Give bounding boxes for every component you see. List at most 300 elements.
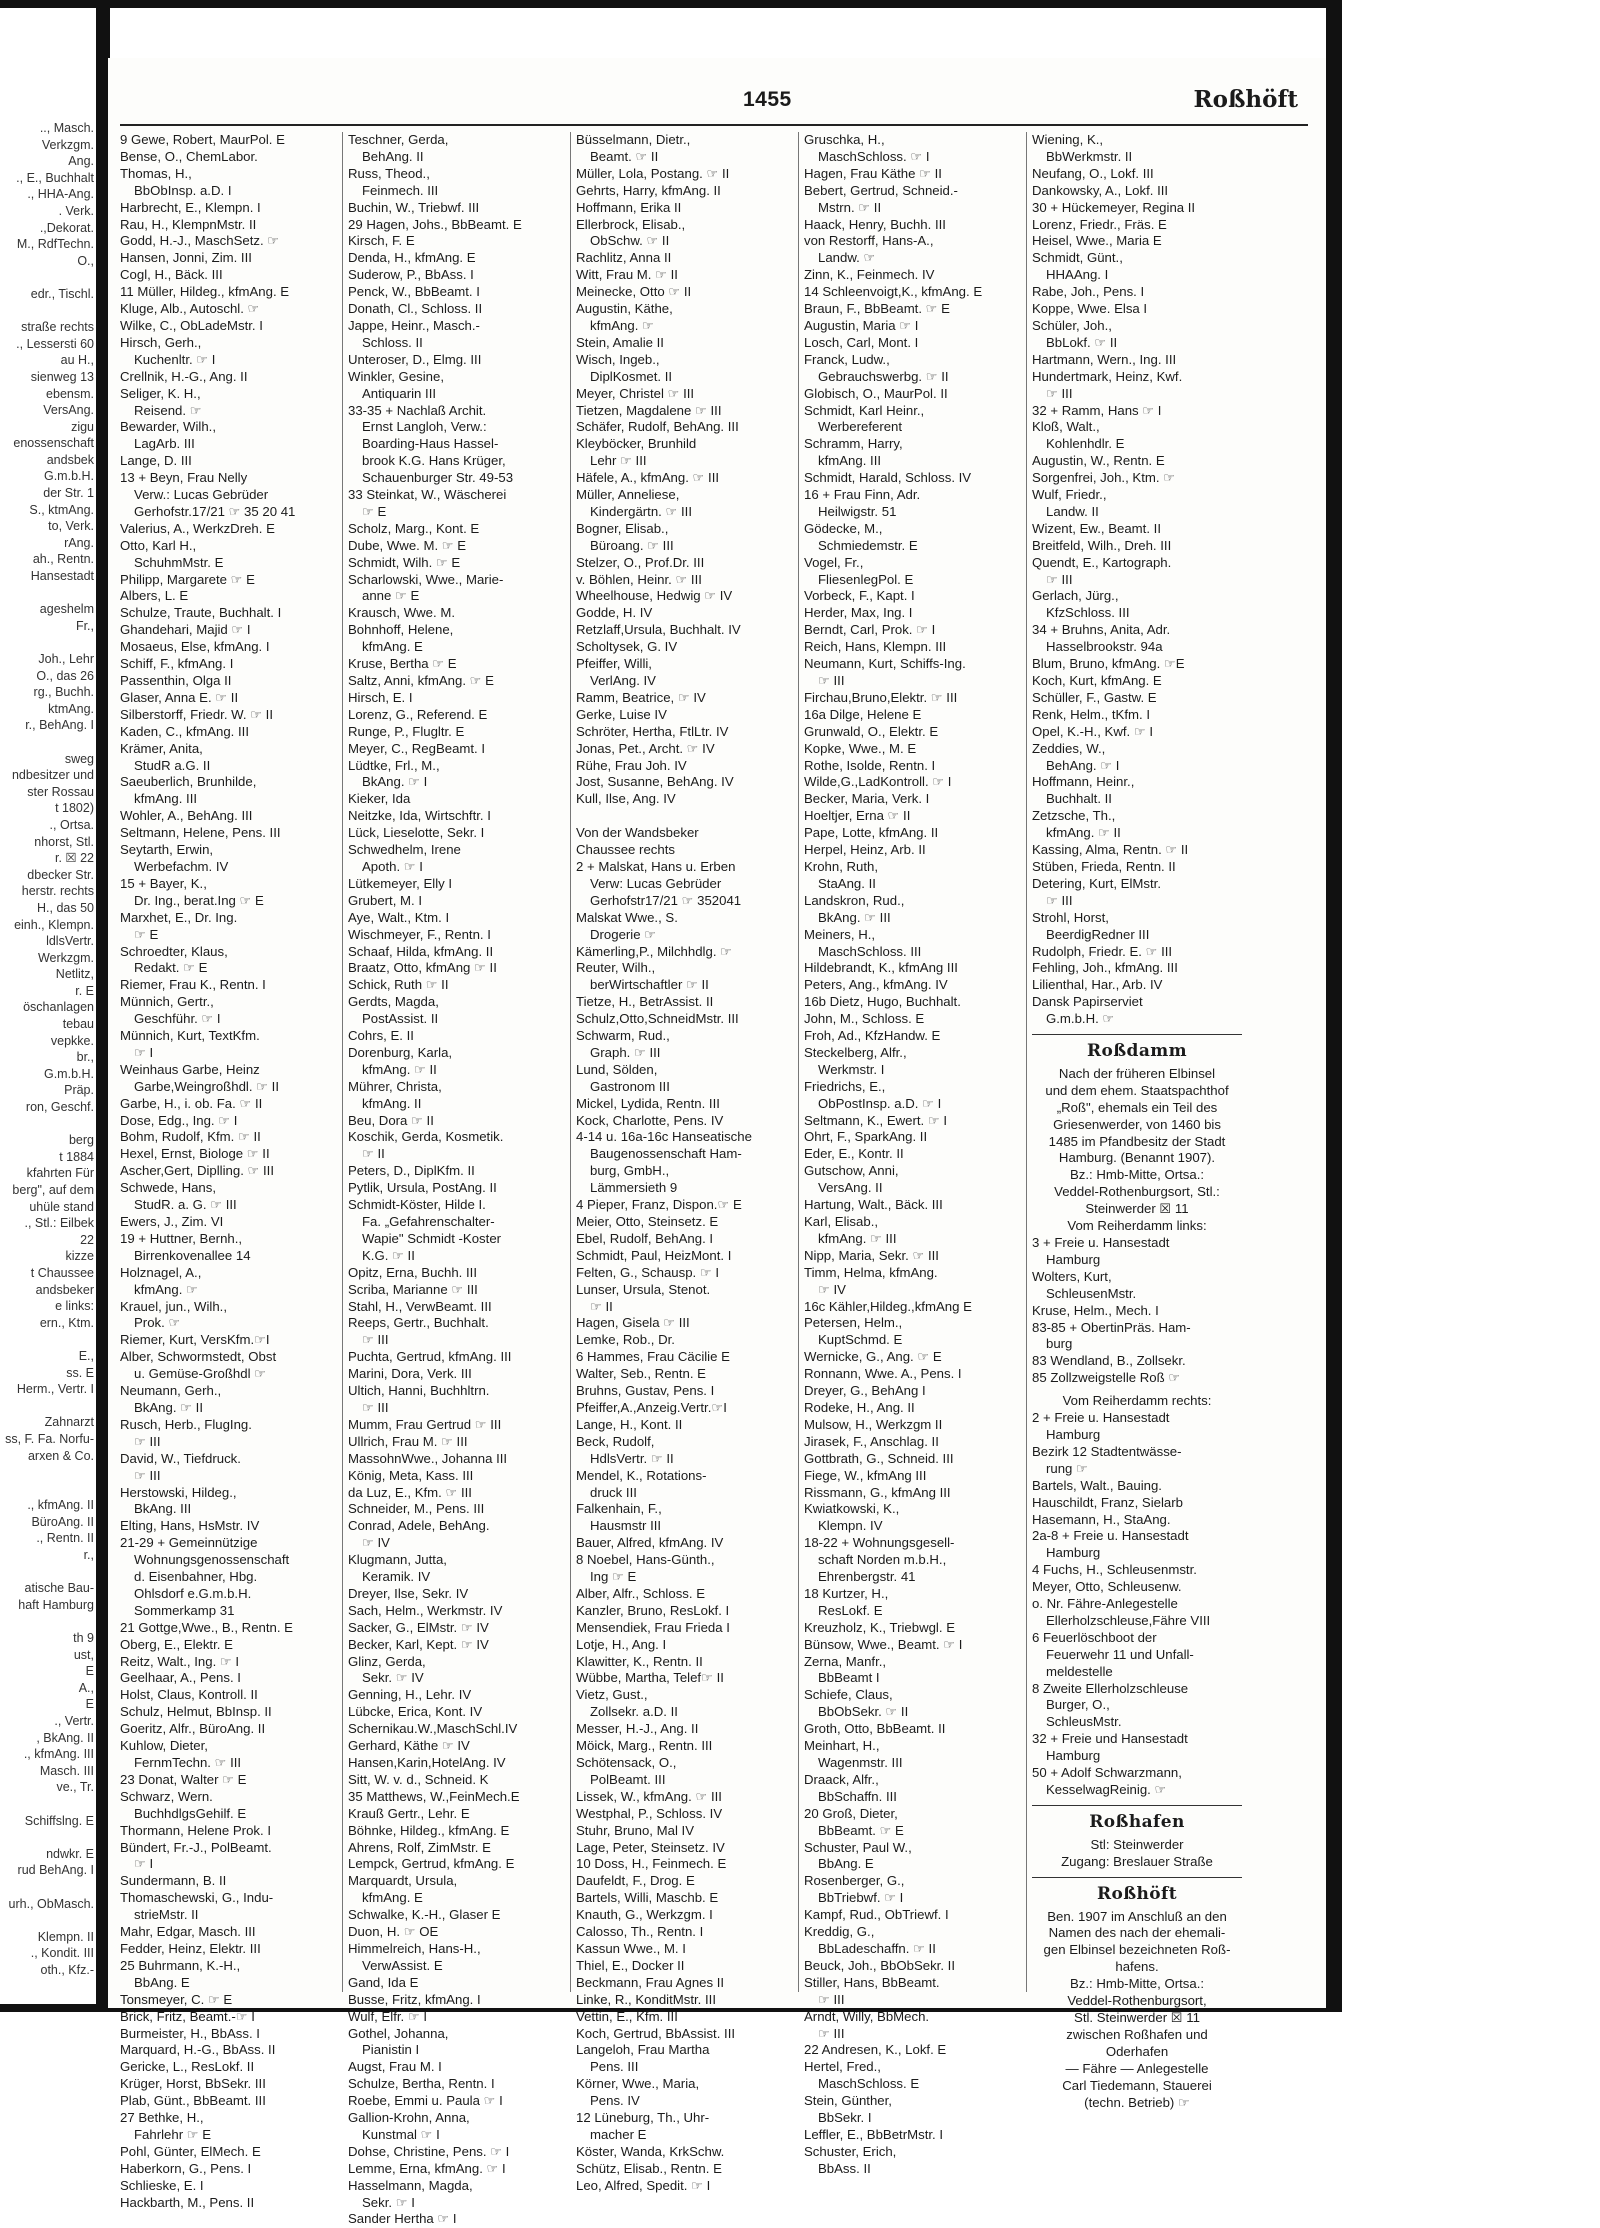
previous-page-line: urh., ObMasch. [8, 1896, 94, 1911]
directory-entry: 83 Wendland, B., Zollsekr. [1032, 1353, 1186, 1369]
directory-entry: Zollsekr. a.D. II [590, 1704, 678, 1720]
page-number: 1455 [743, 88, 792, 111]
directory-entry: Daufeldt, F., Drog. E [576, 1873, 695, 1889]
directory-entry: BbSekr. I [818, 2110, 872, 2126]
previous-page-line: ndwkr. E [46, 1846, 94, 1861]
directory-entry: Krämer, Anita, [120, 740, 203, 756]
directory-entry: BkAng. ☞ I [362, 774, 428, 790]
directory-entry: Schwalke, K.-H., Glaser E [348, 1907, 501, 1923]
directory-entry: Rissmann, G., kfmAng III [804, 1484, 951, 1500]
directory-entry: Suderow, P., BbAss. I [348, 267, 474, 283]
previous-page-line: ., Lessersti 60 [16, 336, 94, 351]
directory-entry: Mahr, Edgar, Masch. III [120, 1924, 256, 1940]
previous-page-line: VersAng. [43, 403, 94, 418]
directory-entry: Crellnik, H.-G., Ang. II [120, 368, 248, 384]
previous-page-line: sweg [64, 751, 94, 766]
directory-entry: Westphal, P., Schloss. IV [576, 1805, 723, 1821]
directory-entry [576, 808, 794, 825]
previous-page-line: rg., Buchh. [33, 685, 94, 700]
directory-entry: Tonsmeyer, C. ☞ E [120, 1991, 233, 2007]
street-description-line: und dem ehem. Staatspachthof [1045, 1082, 1229, 1098]
directory-entry: Lütkemeyer, Elly I [348, 875, 453, 891]
directory-entry: Wohler, A., BehAng. III [120, 808, 253, 824]
directory-entry: Wulf, Elfr. ☞ I [348, 2008, 427, 2024]
directory-entry: Ohrt, F., SparkAng. II [804, 1129, 928, 1145]
directory-entry: Feinmech. III [362, 182, 439, 198]
directory-entry: Goeritz, Alfr., BüroAng. II [120, 1721, 266, 1737]
previous-page-line: Hansestadt [30, 569, 94, 584]
directory-entry: Retzlaff,Ursula, Buchhalt. IV [576, 622, 741, 638]
directory-entry: Sacker, G., ElMstr. ☞ IV [348, 1619, 489, 1635]
directory-entry: Bartels, Willi, Maschb. E [576, 1890, 719, 1906]
previous-page-line: Präp. [64, 1083, 94, 1098]
directory-entry: 2 + Freie u. Hansestadt [1032, 1410, 1170, 1426]
previous-page-line: BüroAng. II [31, 1514, 94, 1529]
directory-entry: Alber, Schwormstedt, Obst [120, 1349, 277, 1365]
directory-entry: Rau, H., KlempnMstr. II [120, 216, 257, 232]
directory-entry: Kirsch, F. E [348, 233, 415, 249]
previous-page-line: G.m.b.H. [43, 1066, 94, 1081]
previous-page-line: ., Ortsa. [49, 817, 94, 832]
directory-entry: ☞ IV [818, 1281, 846, 1297]
previous-page-line: ebensm. [46, 386, 94, 401]
directory-entry: Ernst Langloh, Verw.: [362, 419, 487, 435]
running-head: Roßhöft [1193, 86, 1298, 113]
directory-entry: Reitz, Walt., Ing. ☞ I [120, 1653, 240, 1669]
directory-entry: Dreyer, G., BehAng I [804, 1383, 926, 1399]
previous-page-line [0, 1912, 96, 1929]
directory-entry: Schmidt, Wilh. ☞ E [348, 554, 461, 570]
directory-entry: Tietze, H., BetrAssist. II [576, 994, 714, 1010]
directory-entry: strieMstr. II [134, 1907, 199, 1923]
directory-entry: Dube, Wwe. M. ☞ E [348, 537, 467, 553]
previous-page-line: ah., Rentn. [32, 552, 94, 567]
street-description-line: Nach der früheren Elbinsel [1058, 1065, 1216, 1081]
directory-entry: Winkler, Gesine, [348, 368, 445, 384]
directory-entry: 50 + Adolf Schwarzmann, [1032, 1765, 1182, 1781]
directory-entry: Leo, Alfred, Spedit. ☞ I [576, 2177, 711, 2193]
rosshoeft-info [1032, 1909, 1242, 2112]
directory-entry: Wübbe, Martha, Telef☞ II [576, 1670, 724, 1686]
directory-entry: VerwAssist. E [362, 1957, 443, 1973]
directory-entry: kfmAng. II [362, 1095, 422, 1111]
directory-entry: Kock, Charlotte, Pens. IV [576, 1112, 724, 1128]
directory-entry: Losch, Carl, Mont. I [804, 334, 919, 350]
directory-entry: Bauer, Alfred, kfmAng. IV [576, 1535, 724, 1551]
directory-entry: Gehrts, Harry, kfmAng. II [576, 182, 721, 198]
directory-entry: Keramik. IV [362, 1569, 431, 1585]
directory-entry: Gallion-Krohn, Anna, [348, 2110, 470, 2126]
previous-page-line [0, 1796, 96, 1813]
directory-entry: Beckmann, Frau Agnes II [576, 1974, 725, 1990]
directory-entry: Hansen,Karin,HotelAng. IV [348, 1755, 506, 1770]
directory-entry: Kassun Wwe., M. I [576, 1940, 686, 1956]
directory-entry: Schröter, Hertha, FtlLtr. IV [576, 723, 729, 739]
directory-entry: Sundermann, B. II [120, 1873, 227, 1889]
directory-entry: 33 Steinkat, W., Wäscherei [348, 487, 507, 503]
directory-entry: Scharlowski, Wwe., Marie- [348, 571, 504, 587]
street-description-line: Griesenwerder, von 1460 bis [1053, 1116, 1221, 1132]
previous-page-line: andsbek [46, 452, 94, 467]
previous-page-line [0, 303, 96, 320]
directory-entry: Godd, H.-J., MaschSetz. ☞ [120, 233, 280, 249]
directory-entry: KuptSchmd. E [818, 1332, 903, 1348]
directory-entry: Heisel, Wwe., Maria E [1032, 233, 1162, 249]
directory-entry: SchuhmMstr. E [134, 554, 224, 570]
directory-entry: ☞ I [134, 1856, 154, 1872]
directory-entry: Schulze, Traute, Buchhalt. I [120, 605, 282, 621]
directory-entry: Lorenz, Friedr., Fräs. E [1032, 216, 1167, 232]
directory-entry: Schernikau.W.,MaschSchl.IV [348, 1721, 518, 1737]
directory-entry: Pfeiffer, Willi, [576, 656, 652, 672]
street-description-line: 1485 im Pfandbesitz der Stadt [1048, 1133, 1226, 1149]
directory-entry: Bebert, Gertrud, Schneid.- [804, 182, 958, 198]
previous-page-line: uhüle stand [29, 1199, 94, 1214]
directory-entry: Lämmersieth 9 [590, 1180, 678, 1196]
directory-entry: Braatz, Otto, kfmAng ☞ II [348, 960, 497, 976]
directory-entry: Von der Wandsbeker [576, 825, 699, 841]
directory-entry: Petersen, Helm., [804, 1315, 903, 1331]
directory-entry: BbObInsp. a.D. I [134, 182, 232, 198]
previous-page-line: O., [77, 253, 94, 268]
directory-entry: 21 Gottge,Wwe., B., Rentn. E [120, 1619, 293, 1635]
directory-entry: 13 + Beyn, Frau Nelly [120, 470, 248, 486]
directory-entry: Fedder, Heinz, Elektr. III [120, 1940, 261, 1956]
previous-page-line: ., Stl.: Eilbek [24, 1216, 94, 1231]
directory-entry: Scriba, Marianne ☞ III [348, 1281, 478, 1297]
directory-entry: Elting, Hans, HsMstr. IV [120, 1518, 260, 1534]
directory-entry: Wheelhouse, Hedwig ☞ IV [576, 588, 733, 604]
directory-entry: Schuster, Paul W., [804, 1839, 912, 1855]
directory-entry: Ing ☞ E [590, 1569, 637, 1585]
directory-entry: ObPostInsp. a.D. ☞ I [818, 1095, 942, 1111]
directory-entry: Augustin, Maria ☞ I [804, 317, 919, 333]
directory-entry: Wilke, C., ObLadeMstr. I [120, 317, 263, 333]
directory-entry: Hoffmann, Heinr., [1032, 774, 1135, 790]
directory-entry: Ahrens, Rolf, ZimMstr. E [348, 1839, 491, 1855]
directory-entry: Geelhaar, A., Pens. I [120, 1670, 241, 1686]
directory-entry: Wapie" Schmidt -Koster [362, 1230, 502, 1246]
previous-page-line [0, 1481, 96, 1498]
directory-entry: Landw. II [1046, 503, 1099, 519]
directory-entry: Kanzler, Bruno, ResLokf. I [576, 1602, 730, 1618]
directory-entry: Unteroser, D., Elmg. III [348, 351, 482, 367]
directory-entry: ☞ II [590, 1298, 613, 1314]
previous-page-line: ve., Tr. [56, 1780, 94, 1795]
street-description-line: gen Elbinsel bezeichneten Roß- [1043, 1942, 1231, 1958]
directory-entry: ☞ III [134, 1467, 161, 1483]
directory-entry: Landw. ☞ [818, 250, 876, 266]
directory-entry: kfmAng. III [818, 453, 882, 469]
directory-entry: Falkenhain, F., [576, 1501, 662, 1517]
previous-page-line: vepkke. [50, 1033, 94, 1048]
directory-entry: Harbrecht, E., Klempn. I [120, 199, 261, 215]
directory-entry: Berndt, Carl, Prok. ☞ I [804, 622, 936, 638]
previous-page-line [0, 1613, 96, 1630]
rossdamm-links-heading: Vom Reiherdamm links: [1067, 1218, 1207, 1234]
directory-entry: BbLokf. ☞ II [1046, 334, 1118, 350]
previous-page-line: ust, [73, 1647, 94, 1662]
street-heading-rossdamm: Roßdamm [1086, 1041, 1188, 1062]
previous-page-line: br., [76, 1050, 94, 1065]
directory-entry: Buchhalt. II [1046, 791, 1112, 807]
directory-entry: Draack, Alfr., [804, 1771, 879, 1787]
directory-entry: Münnich, Kurt, TextKfm. [120, 1028, 260, 1044]
street-heading-rosshoeft: Roßhöft [1096, 1883, 1178, 1904]
directory-entry: Haack, Henry, Buchh. III [804, 216, 946, 232]
directory-entry: Schiff, F., kfmAng. I [120, 656, 234, 672]
rossdamm-rechts-heading: Vom Reiherdamm rechts: [1062, 1393, 1212, 1409]
directory-entry: Hauschildt, Franz, Sielarb [1032, 1494, 1183, 1510]
directory-entry: anne ☞ E [362, 588, 420, 604]
directory-entry: 34 + Bruhns, Anita, Adr. [1032, 622, 1171, 638]
previous-page-line: ster Rossau [27, 784, 94, 799]
directory-entry: Gastronom III [590, 1078, 670, 1094]
directory-entry: Jirasek, F., Anschlag. II [804, 1433, 939, 1449]
directory-entry: Burger, O., [1046, 1697, 1110, 1713]
directory-entry: 85 Zollzweigstelle Roß ☞ [1032, 1370, 1181, 1386]
directory-entry: Braun, F., BbBeamt. ☞ E [804, 301, 950, 317]
directory-entry: PostAssist. II [362, 1011, 439, 1027]
previous-page-line: atische Bau- [24, 1581, 94, 1596]
directory-entry: Hasemann, H., StaAng. [1032, 1511, 1171, 1527]
directory-entry: BbAng. E [134, 1974, 190, 1990]
previous-page-line: r., [83, 1548, 94, 1563]
directory-entry: Donath, Cl., Schloss. II [348, 301, 483, 317]
directory-entry: BeerdigRedner III [1046, 926, 1150, 942]
directory-entry: Werbereferent [818, 419, 903, 435]
directory-entry: Timm, Helma, kfmAng. [804, 1264, 938, 1280]
directory-entry: Rodeke, H., Ang. II [804, 1399, 915, 1415]
directory-entry: Graph. ☞ III [590, 1044, 661, 1060]
directory-entry: StaAng. II [818, 875, 876, 891]
directory-entry: 2 + Malskat, Hans u. Erben [576, 858, 736, 874]
directory-entry: Meyer, Christel ☞ III [576, 385, 695, 401]
directory-entry: Stelzer, O., Prof.Dr. III [576, 554, 705, 570]
directory-entry: Lund, Sölden, [576, 1061, 658, 1077]
directory-entry: Zinn, K., Feinmech. IV [804, 267, 935, 283]
directory-entry: rung ☞ [1046, 1460, 1088, 1476]
directory-entry: Kull, Ilse, Ang. IV [576, 791, 676, 807]
directory-entry: Opitz, Erna, Buchh. III [348, 1264, 478, 1280]
directory-entry: Klawitter, K., Rentn. II [576, 1653, 703, 1669]
directory-entry: ☞ III [1046, 892, 1073, 908]
directory-entry: Feuerwehr 11 und Unfall- [1046, 1646, 1194, 1662]
previous-page-line: E [85, 1664, 94, 1679]
directory-entry: Stuhr, Bruno, Mal IV [576, 1822, 695, 1838]
directory-entry: Quendt, E., Kartograph. [1032, 554, 1172, 570]
directory-entry: Lorenz, G., Referend. E [348, 706, 488, 722]
directory-entry: Otto, Karl H., [120, 537, 197, 553]
directory-entry: Saltz, Anni, kfmAng. ☞ E [348, 673, 494, 688]
directory-entry: Schlieske, E. I [120, 2177, 204, 2193]
directory-entry: Mumm, Frau Gertrud ☞ III [348, 1416, 502, 1432]
directory-entry: 6 Hammes, Frau Cäcilie E [576, 1349, 730, 1365]
previous-page-line: sienweg 13 [30, 369, 94, 384]
previous-page-line: enossenschaft [13, 436, 94, 451]
directory-entry: Scholtysek, G. IV [576, 639, 678, 655]
directory-entry: Roebe, Emmi u. Paula ☞ I [348, 2093, 503, 2109]
directory-entry: Bünsow, Wwe., Beamt. ☞ I [804, 1636, 963, 1652]
directory-entry: Cohrs, E. II [348, 1028, 414, 1044]
previous-page-line: berg", auf dem [12, 1183, 94, 1197]
directory-entry: Schaaf, Hilda, kfmAng. II [348, 943, 494, 959]
column-divider [1026, 132, 1027, 1992]
directory-entry: Neitzke, Ida, Wirtschftr. I [348, 808, 491, 824]
directory-entry: ☞ III [818, 2025, 845, 2041]
previous-page-line: Zahnarzt [44, 1415, 94, 1430]
previous-page-line: tebau [62, 1017, 94, 1032]
previous-page-line: O., das 26 [36, 668, 94, 683]
directory-entry: Nipp, Maria, Sekr. ☞ III [804, 1247, 939, 1263]
directory-entry: Schäfer, Rudolf, BehAng. III [576, 419, 739, 435]
directory-entry: BuchhdlgsGehilf. E [134, 1805, 247, 1821]
previous-page-line [0, 1564, 96, 1581]
street-description-line: zwischen Roßhafen und [1066, 2026, 1208, 2042]
directory-entry: Glaser, Anna E. ☞ II [120, 689, 239, 705]
directory-entry: schaft Norden m.b.H., [818, 1552, 947, 1568]
directory-entry: Walter, Seb., Rentn. E [576, 1366, 706, 1382]
street-description-line: — Fähre — Anlegestelle [1065, 2060, 1209, 2076]
directory-entry: Schmidt, Günt., [1032, 250, 1123, 266]
directory-entry: Klugmann, Jutta, [348, 1552, 447, 1568]
previous-page-line: th 9 [73, 1631, 94, 1646]
directory-entry: Schötensack, O., [576, 1755, 677, 1770]
directory-entry: Neumann, Kurt, Schiffs-Ing. [804, 656, 966, 672]
directory-entry: König, Meta, Kass. III [348, 1467, 474, 1483]
directory-entry: Bezirk 12 Stadtentwässe- [1032, 1443, 1182, 1459]
previous-page-line: berg [68, 1133, 94, 1148]
scan-border-top [0, 0, 1330, 8]
directory-entry: Kleyböcker, Brunhild [576, 436, 697, 452]
directory-entry: Böhnke, Hildeg., kfmAng. E [348, 1822, 510, 1838]
directory-entry: Calosso, Th., Rentn. I [576, 1924, 704, 1940]
directory-entry: Scholz, Marg., Kont. E [348, 520, 480, 536]
directory-entry: Ramm, Beatrice, ☞ IV [576, 689, 706, 705]
directory-entry: 33-35 + Nachlaß Archit. [348, 402, 487, 418]
directory-entry: ☞ III [134, 1433, 161, 1449]
previous-page-line: andsbeker [35, 1282, 94, 1297]
previous-page-line [0, 1464, 96, 1481]
directory-entry: Verw: Lucas Gebrüder [590, 875, 722, 891]
previous-page-line: ron, Geschf. [25, 1100, 94, 1115]
section-rule [1032, 1877, 1242, 1878]
directory-entry: Oberg, E., Elektr. E [120, 1636, 233, 1652]
directory-entry: Lübcke, Erica, Kont. IV [348, 1704, 483, 1720]
directory-entry: Puchta, Gertrud, kfmAng. III [348, 1349, 512, 1365]
directory-entry: BbBeamt I [818, 1670, 880, 1686]
directory-entry: Meinhart, H., [804, 1738, 880, 1754]
directory-entry: Sitt, W. v. d., Schneid. K [348, 1771, 489, 1787]
directory-entry: Lotje, H., Ang. I [576, 1636, 667, 1652]
directory-entry: Buchin, W., Triebwf. III [348, 199, 480, 215]
directory-entry: Grubert, M. I [348, 892, 423, 908]
directory-entry: Koch, Gertrud, BbAssist. III [576, 2025, 736, 2041]
directory-entry: Grunwald, O., Elektr. E [804, 723, 939, 739]
directory-entry: Sorgenfrei, Joh., Ktm. ☞ [1032, 470, 1176, 486]
directory-entry: Globisch, O., MaurPol. II [804, 385, 948, 401]
directory-entry: Wohnungsgenossenschaft [134, 1552, 290, 1568]
directory-entry: Bewarder, Wilh., [120, 419, 217, 435]
directory-entry: Koschik, Gerda, Kosmetik. [348, 1129, 504, 1145]
directory-entry: Kluge, Alb., Autoschl. ☞ [120, 301, 260, 317]
directory-entry: Riemer, Frau K., Rentn. I [120, 977, 266, 993]
directory-entry: Hoffmann, Erika II [576, 199, 682, 215]
directory-entry: Eder, E., Kontr. II [804, 1146, 904, 1162]
previous-page-line: Ang. [68, 154, 94, 169]
directory-entry: 8 Noebel, Hans-Günth., [576, 1552, 715, 1568]
directory-entry: Runge, P., Flugltr. E [348, 723, 465, 739]
directory-entry: Godde, H. IV [576, 605, 653, 621]
directory-entry: Dorenburg, Karla, [348, 1044, 453, 1060]
directory-entry: Drogerie ☞ [590, 926, 657, 942]
directory-entry: Vorbeck, F., Kapt. I [804, 588, 915, 604]
directory-entry: Dankowsky, A., Lokf. III [1032, 182, 1169, 198]
directory-entry: Thiel, E., Docker II [576, 1957, 685, 1973]
directory-entry: Krohn, Ruth, [804, 858, 879, 874]
directory-entry: Dansk Papirserviet [1032, 994, 1143, 1010]
directory-entry: Reeps, Gertr., Buchhalt. [348, 1315, 489, 1331]
directory-entry: Büroang. ☞ III [590, 537, 674, 553]
directory-entry: kfmAng. E [362, 1890, 423, 1906]
directory-entry: 16b Dietz, Hugo, Buchhalt. [804, 994, 961, 1010]
directory-entry: Koch, Kurt, kfmAng. E [1032, 673, 1162, 688]
directory-entry: Hamburg [1046, 1426, 1101, 1442]
directory-entry: ☞ III [1046, 571, 1073, 587]
previous-page-line [0, 734, 96, 751]
directory-entry: Geschführ. ☞ I [134, 1011, 221, 1027]
directory-entry: Schwarz, Wern. [120, 1788, 213, 1804]
directory-entry: Franck, Ludw., [804, 351, 890, 367]
directory-entry: Hausmstr III [590, 1518, 662, 1534]
directory-entry: Werkmstr. I [818, 1061, 885, 1077]
directory-entry: Marini, Dora, Verk. III [348, 1366, 472, 1382]
directory-entry: 22 Andresen, K., Lokf. E [804, 2042, 947, 2058]
directory-entry: Garbe,Weingroßhdl. ☞ II [134, 1078, 279, 1094]
directory-entry: VersAng. II [818, 1180, 883, 1196]
directory-entry: Breitfeld, Wilh., Dreh. III [1032, 537, 1172, 553]
previous-page-line: dbecker Str. [27, 867, 94, 882]
directory-entry: Herstowski, Hildeg., [120, 1484, 237, 1500]
directory-entry: Schuster, Erich, [804, 2143, 897, 2159]
directory-entry: Ghandehari, Majid ☞ I [120, 622, 251, 638]
directory-entry: Neufang, O., Lokf. III [1032, 165, 1154, 181]
directory-entry: Schick, Ruth ☞ II [348, 977, 449, 993]
directory-entry: Hoeltjer, Erna ☞ II [804, 808, 911, 824]
previous-page-line: ., Kondit. III [30, 1946, 94, 1961]
directory-entry: Müller, Lola, Postang. ☞ II [576, 165, 730, 181]
directory-entry: FliesenlegPol. E [818, 571, 914, 587]
directory-entry: 21-29 + Gemeinnützige [120, 1535, 258, 1551]
directory-entry: Krüger, Horst, BbSekr. III [120, 2076, 266, 2092]
rossdamm-intro [1032, 1066, 1242, 1218]
directory-entry: Hagen, Frau Käthe ☞ II [804, 165, 942, 181]
directory-entry: Plab, Günt., BbBeamt. III [120, 2093, 266, 2109]
directory-entry: BbWerkmstr. II [1046, 148, 1133, 164]
previous-page-line: M., RdfTechn. [16, 237, 94, 252]
directory-entry: MaschSchloss. III [818, 943, 922, 959]
directory-entry: Gand, Ida E [348, 1974, 419, 1990]
directory-entry: Augustin, W., Rentn. E [1032, 453, 1165, 469]
directory-entry: Pfeiffer,A.,Anzeig.Vertr.☞I [576, 1399, 727, 1415]
directory-entry: BbLadeschaffn. ☞ II [818, 1940, 936, 1956]
street-description-line: Stl: Steinwerder [1090, 1836, 1184, 1852]
directory-entry: Lemme, Erna, kfmAng. ☞ I [348, 2160, 506, 2176]
previous-page-line [0, 1116, 96, 1133]
directory-entry: Wischmeyer, F., Rentn. I [348, 926, 491, 942]
directory-entry: Ehrenbergstr. 41 [818, 1569, 916, 1585]
previous-page-line: 22 [80, 1232, 94, 1247]
